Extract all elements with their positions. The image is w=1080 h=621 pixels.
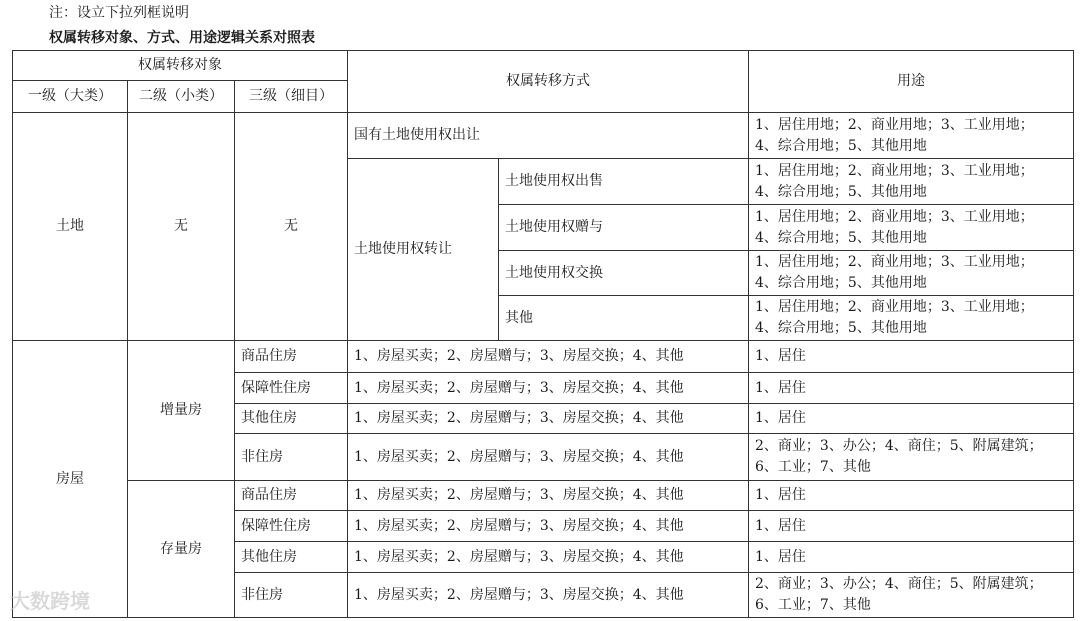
land-level2: 无 xyxy=(128,113,235,341)
header-level3: 三级（细目） xyxy=(235,81,348,113)
house-level3: 商品住房 xyxy=(235,341,348,373)
header-usage: 用途 xyxy=(749,51,1074,113)
header-object: 权属转移对象 xyxy=(13,51,348,81)
land-usage: 1、居住用地；2、商业用地；3、工业用地； 4、综合用地；5、其他用地 xyxy=(749,296,1074,341)
land-method-transfer: 土地使用权转让 xyxy=(348,159,499,341)
house-level3: 非住房 xyxy=(235,434,348,481)
watermark: 大数跨境 xyxy=(10,589,90,613)
land-method-grant: 国有土地使用权出让 xyxy=(348,113,749,159)
header-level1: 一级（大类） xyxy=(13,81,128,113)
house-method: 1、房屋买卖；2、房屋赠与；3、房屋交换；4、其他 xyxy=(348,542,749,573)
house-usage: 1、居住 xyxy=(749,341,1074,373)
house-usage-nonres: 2、商业；3、办公；4、商住；5、附属建筑； 6、工业；7、其他 xyxy=(749,434,1074,481)
house-level3: 其他住房 xyxy=(235,542,348,573)
house-level2: 增量房 xyxy=(128,341,235,481)
table-title: 权属转移对象、方式、用途逻辑关系对照表 xyxy=(49,30,315,46)
house-level2: 存量房 xyxy=(128,481,235,618)
house-method: 1、房屋买卖；2、房屋赠与；3、房屋交换；4、其他 xyxy=(348,373,749,404)
house-level3: 保障性住房 xyxy=(235,373,348,404)
house-level3: 保障性住房 xyxy=(235,511,348,542)
header-level2: 二级（小类） xyxy=(128,81,235,113)
house-method: 1、房屋买卖；2、房屋赠与；3、房屋交换；4、其他 xyxy=(348,404,749,434)
land-usage: 1、居住用地；2、商业用地；3、工业用地； 4、综合用地；5、其他用地 xyxy=(749,251,1074,296)
house-usage: 1、居住 xyxy=(749,542,1074,573)
land-usage: 1、居住用地；2、商业用地；3、工业用地； 4、综合用地；5、其他用地 xyxy=(749,205,1074,251)
house-usage: 1、居住 xyxy=(749,404,1074,434)
house-level1: 房屋 xyxy=(13,341,128,618)
house-method: 1、房屋买卖；2、房屋赠与；3、房屋交换；4、其他 xyxy=(348,573,749,618)
land-sub-method: 土地使用权赠与 xyxy=(499,205,749,251)
house-level3: 其他住房 xyxy=(235,404,348,434)
land-level3: 无 xyxy=(235,113,348,341)
land-sub-method: 其他 xyxy=(499,296,749,341)
house-level3: 非住房 xyxy=(235,573,348,618)
land-usage: 1、居住用地；2、商业用地；3、工业用地； 4、综合用地；5、其他用地 xyxy=(749,113,1074,159)
house-usage: 1、居住 xyxy=(749,481,1074,511)
land-sub-method: 土地使用权出售 xyxy=(499,159,749,205)
relation-table xyxy=(12,50,1074,618)
house-usage: 1、居住 xyxy=(749,373,1074,404)
note-text: 注：设立下拉列框说明 xyxy=(49,5,189,21)
house-method: 1、房屋买卖；2、房屋赠与；3、房屋交换；4、其他 xyxy=(348,434,749,481)
house-usage: 1、居住 xyxy=(749,511,1074,542)
house-method: 1、房屋买卖；2、房屋赠与；3、房屋交换；4、其他 xyxy=(348,341,749,373)
house-usage-nonres: 2、商业；3、办公；4、商住；5、附属建筑； 6、工业；7、其他 xyxy=(749,573,1074,618)
land-usage: 1、居住用地；2、商业用地；3、工业用地； 4、综合用地；5、其他用地 xyxy=(749,159,1074,205)
land-level1: 土地 xyxy=(13,113,128,341)
land-sub-method: 土地使用权交换 xyxy=(499,251,749,296)
house-method: 1、房屋买卖；2、房屋赠与；3、房屋交换；4、其他 xyxy=(348,481,749,511)
house-method: 1、房屋买卖；2、房屋赠与；3、房屋交换；4、其他 xyxy=(348,511,749,542)
house-level3: 商品住房 xyxy=(235,481,348,511)
header-method: 权属转移方式 xyxy=(348,51,749,113)
